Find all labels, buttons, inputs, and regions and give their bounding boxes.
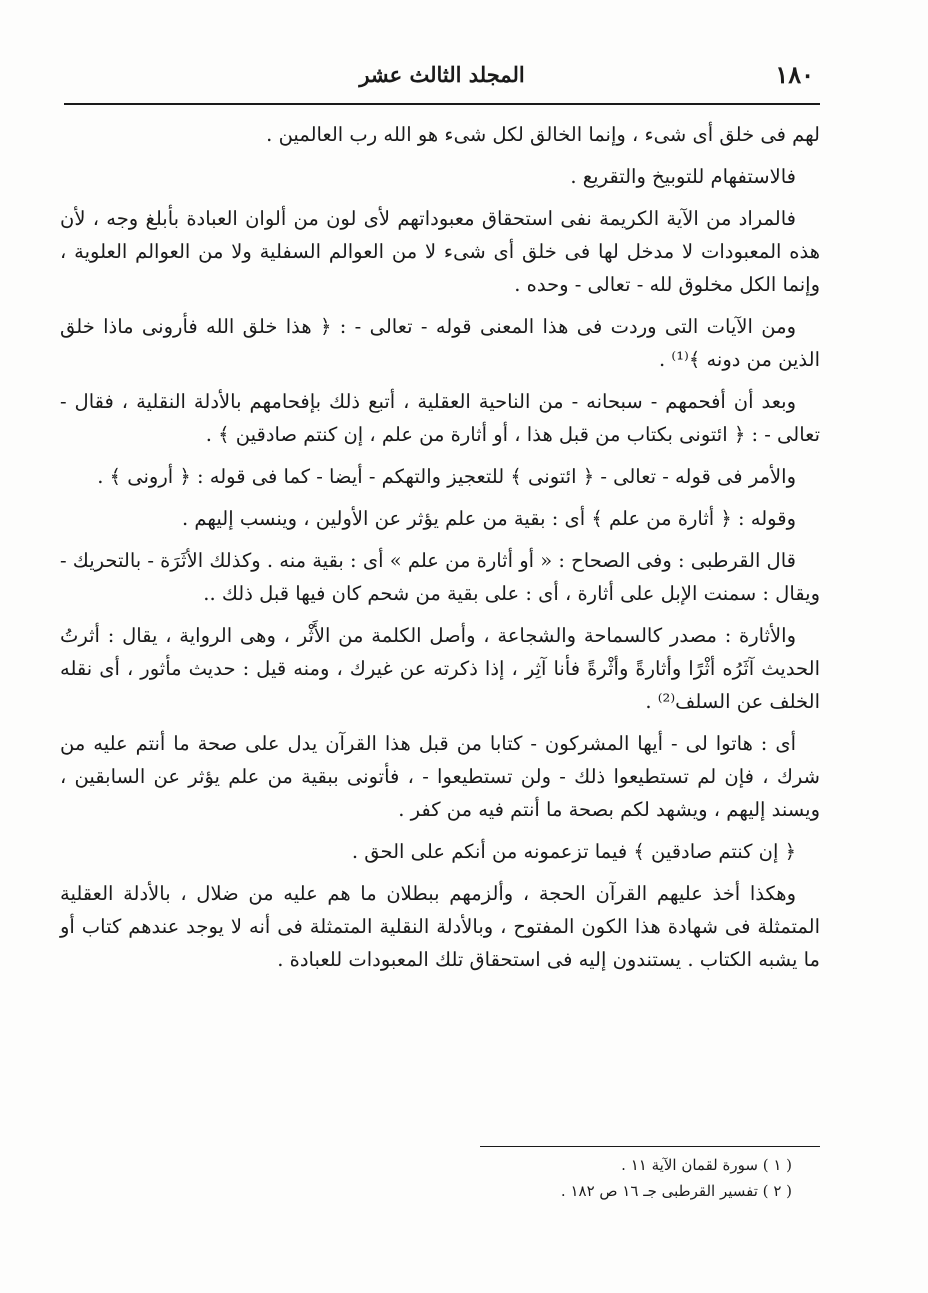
paragraph-9: والأثارة : مصدر كالسماحة والشجاعة ، وأصل الكلمة من الأَثْر ، وهى الرواية ، يقال : أثرتُ الحديث آثَرُه أثْرًا وأثارةً وأثْرةً فأنا آثِر ، إذا ذكرته عن غيرك ، ومنه قيل : حديث مأثور ، أى نقله الخلف عن السلف⁽²⁾ . [60,624,820,713]
page-header [64,58,820,98]
paragraph-6: والأمر فى قوله - تعالى - ﴿ ائتونى ﴾ للتعجيز والتهكم - أيضا - كما فى قوله : ﴿ أرونى ﴾ . [97,465,796,488]
footnote-1: ( ١ ) سورة لقمان الآية ١١ . [621,1156,792,1174]
paragraph-11: ﴿ إن كنتم صادقين ﴾ فيما تزعمونه من أنكم على الحق . [351,840,796,863]
paragraph-1: لهم فى خلق أى شىء ، وإنما الخالق لكل شىء هو الله رب العالمين . [266,123,820,146]
body-text [60,118,820,985]
paragraph-5: وبعد أن أفحمهم - سبحانه - من الناحية العقلية ، أتبع ذلك بإفحامهم بالأدلة النقلية ، فقال - تعالى - : ﴿ ائتونى بكتاب من قبل هذا ، أو أثارة من علم ، إن كنتم صادقين ﴾ . [60,390,820,446]
footnote-2: ( ٢ ) تفسير القرطبى جـ ١٦ ص ١٨٢ . [560,1182,792,1200]
footnote-rule [480,1146,820,1147]
footnotes [60,1152,800,1204]
header-rule [64,103,820,105]
paragraph-10: أى : هاتوا لى - أيها المشركون - كتابا من قبل هذا القرآن يدل على صحة ما أنتم عليه من شرك ، فإن لم تستطيعوا ذلك - ولن تستطيعوا - ، فأتونى ببقية من علم يؤثر عن السابقين ، ويسند إليهم ، ويشهد لكم بصحة ما أنتم فيه من كفر . [60,732,820,821]
paragraph-3: فالمراد من الآية الكريمة نفى استحقاق معبوداتهم لأى لون من ألوان العبادة بأبلغ وجه ، لأن هذه المعبودات لا مدخل لها فى خلق أى شىء لا من العوالم السفلية ولا من العوالم العلوية ، وإنما الكل مخلوق لله - تعالى - وحده . [60,207,820,296]
paragraph-7: وقوله : ﴿ أثارة من علم ﴾ أى : بقية من علم يؤثر عن الأولين ، وينسب إليهم . [182,507,796,530]
paragraph-4: ومن الآيات التى وردت فى هذا المعنى قوله - تعالى - : ﴿ هذا خلق الله فأرونى ماذا خلق الذين من دونه ﴾⁽¹⁾ . [60,315,820,371]
running-head: المجلد الثالث عشر [359,62,525,87]
paragraph-8: قال القرطبى : وفى الصحاح : « أو أثارة من علم » أى : بقية منه . وكذلك الأثَرَة - بالتحريك - ويقال : سمنت الإبل على أثارة ، أى : على بقية من شحم كان فيها قبل ذلك .. [60,549,820,605]
paragraph-12: وهكذا أخذ عليهم القرآن الحجة ، وألزمهم ببطلان ما هم عليه من ضلال ، بالأدلة العقلية المتمثلة فى شهادة هذا الكون المفتوح ، وبالأدلة النقلية المتمثلة فى أنه لا يوجد عندهم كتاب أو ما يشبه الكتاب . يستندون إليه فى استحقاق تلك المعبودات للعبادة . [60,882,820,971]
page-number: ١٨٠ [775,60,814,89]
paragraph-2: فالاستفهام للتوبيخ والتقريع . [570,165,796,188]
